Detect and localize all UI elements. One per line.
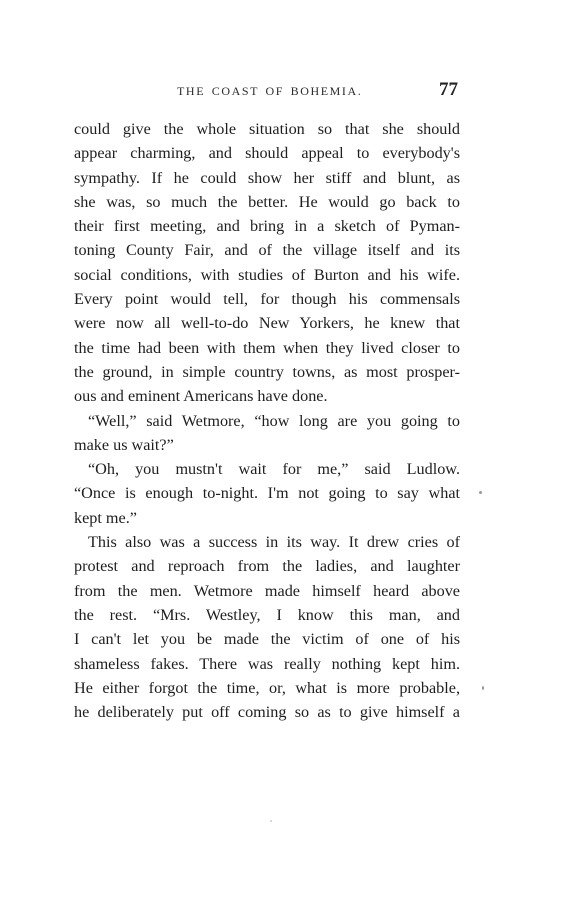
text-line: she was, so much the better. He would go back to (74, 192, 460, 211)
text-line: “Once is enough to-night. I'm not going to say what (74, 484, 460, 503)
text-line: from the men. Wetmore made himself heard above (74, 581, 460, 600)
text-line: make us wait?” (74, 435, 174, 454)
text-line: their first meeting, and bring in a sketch of Pyman- (74, 217, 460, 236)
text-line: protest and reproach from the ladies, and laughter (74, 557, 460, 576)
margin-speck (479, 491, 482, 494)
margin-speck (482, 686, 484, 690)
text-line: “Oh, you mustn't wait for me,” said Ludlow. (88, 460, 460, 479)
text-line: “Well,” said Wetmore, “how long are you going to (88, 411, 460, 430)
text-line: toning County Fair, and of the village itself and its (74, 241, 460, 260)
running-title: THE COAST OF BOHEMIA. (177, 84, 363, 98)
text-line: could give the whole situation so that she should (74, 120, 460, 138)
text-line: I can't let you be made the victim of one of his (74, 630, 460, 649)
text-line: He either forgot the time, or, what is more probable, (74, 678, 460, 697)
text-line: shameless fakes. There was really nothing kept him. (74, 654, 460, 673)
text-line: appear charming, and should appeal to everybody's (74, 144, 460, 163)
text-line: he deliberately put off coming so as to give himself a (74, 703, 460, 722)
text-line: social conditions, with studies of Burton and his wife. (74, 265, 460, 284)
text-line: ous and eminent Americans have done. (74, 387, 328, 406)
text-line: This also was a success in its way. It drew cries of (88, 533, 460, 552)
text-line: kept me.” (74, 508, 137, 527)
body-text (74, 117, 460, 724)
running-head (74, 79, 460, 104)
page-number: 77 (439, 79, 458, 100)
text-line: Every point would tell, for though his commensals (74, 290, 460, 309)
text-line: were now all well-to-do New Yorkers, he knew that (74, 314, 460, 333)
margin-speck (270, 820, 272, 822)
text-line: the time had been with them when they lived closer to (74, 338, 460, 357)
text-line: the rest. “Mrs. Westley, I know this man, and (74, 605, 460, 624)
text-line: the ground, in simple country towns, as most prosper- (74, 362, 460, 381)
text-line: sympathy. If he could show her stiff and blunt, as (74, 168, 460, 187)
